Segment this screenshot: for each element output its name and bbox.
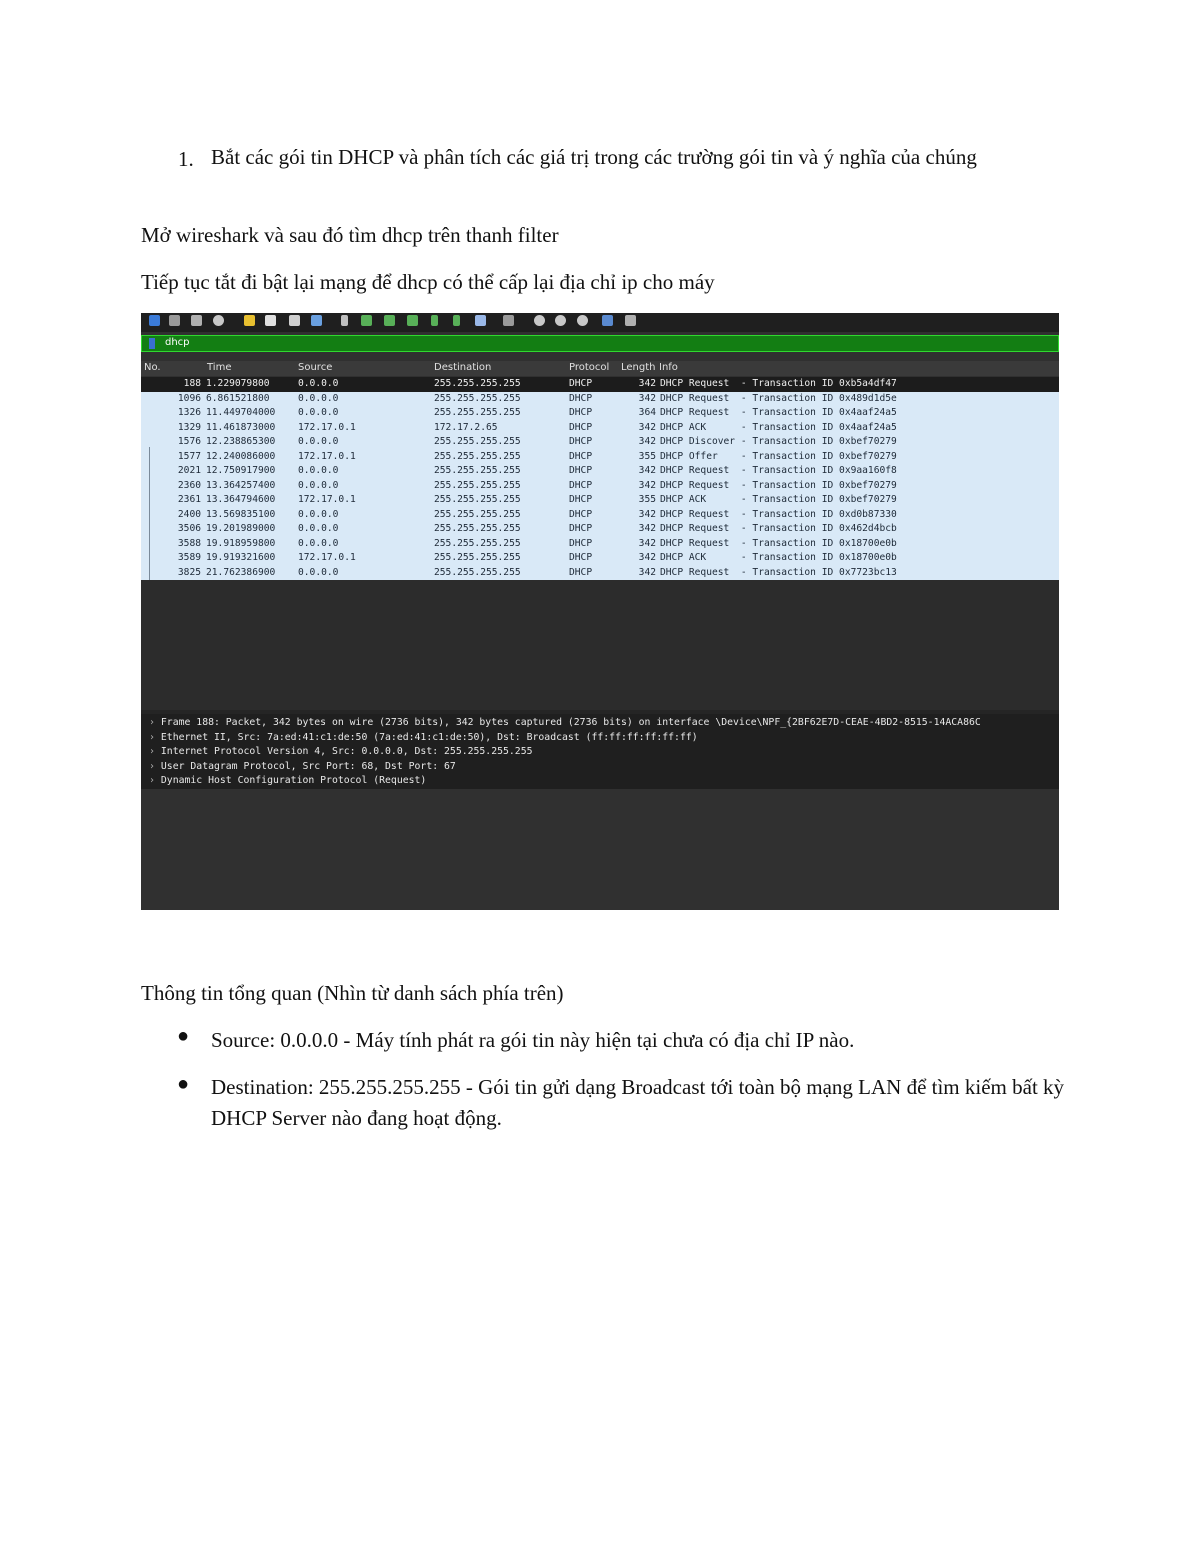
- packet-cell-info: DHCP Request - Transaction ID 0x462d4bcb: [660, 523, 897, 534]
- reload-icon[interactable]: [311, 315, 322, 326]
- shark-fin-icon[interactable]: [149, 315, 160, 326]
- packet-cell-time: 12.240086000: [206, 450, 276, 462]
- packet-cell-info: DHCP Request - Transaction ID 0x9aa160f8: [660, 465, 897, 476]
- expand-arrow-icon[interactable]: ›: [149, 746, 155, 758]
- packet-cell-info: DHCP Offer - Transaction ID 0xbef70279: [660, 450, 897, 462]
- packet-cell-proto: DHCP: [569, 479, 593, 491]
- packet-cell-info: DHCP Discover - Transaction ID 0xbef70279: [660, 436, 897, 447]
- packet-cell-info: DHCP Request - Transaction ID 0xb5a4df47: [660, 378, 897, 389]
- packet-cell-src: 172.17.0.1: [298, 450, 356, 462]
- packet-row[interactable]: [141, 508, 1059, 523]
- packet-cell-src: 0.0.0.0: [298, 436, 339, 447]
- packet-cell-time: 12.238865300: [206, 436, 276, 447]
- details-tree-item[interactable]: [149, 775, 426, 786]
- packet-cell-len: 342: [638, 436, 656, 447]
- packet-cell-proto: DHCP: [569, 436, 593, 447]
- packet-cell-time: 13.569835100: [206, 508, 276, 520]
- packet-cell-dst: 255.255.255.255: [434, 436, 521, 447]
- packet-cell-len: 355: [638, 494, 656, 505]
- packet-cell-proto: DHCP: [569, 552, 593, 563]
- layout-icon[interactable]: [625, 315, 636, 326]
- packet-cell-proto: DHCP: [569, 537, 593, 549]
- wireshark-screenshot: [141, 313, 1059, 910]
- packet-cell-proto: DHCP: [569, 494, 593, 505]
- packet-cell-src: 0.0.0.0: [298, 479, 339, 491]
- packet-cell-dst: 255.255.255.255: [434, 566, 521, 578]
- packet-cell-src: 0.0.0.0: [298, 523, 339, 534]
- packet-cell-no: 1326: [177, 407, 201, 418]
- last-packet-icon[interactable]: [453, 315, 460, 326]
- packet-cell-no: 188: [183, 378, 201, 389]
- packet-cell-dst: 255.255.255.255: [434, 508, 521, 520]
- open-file-icon[interactable]: [244, 315, 255, 326]
- restart-icon[interactable]: [191, 315, 202, 326]
- find-packet-icon[interactable]: [341, 315, 348, 326]
- packet-cell-proto: DHCP: [569, 566, 593, 578]
- packet-cell-time: 19.919321600: [206, 552, 276, 563]
- packet-cell-info: DHCP Request - Transaction ID 0x489d1d5e: [660, 392, 897, 404]
- packet-row[interactable]: [141, 421, 1059, 436]
- bookmark-icon[interactable]: [149, 338, 155, 349]
- packet-cell-time: 13.364257400: [206, 479, 276, 491]
- packet-cell-time: 13.364794600: [206, 494, 276, 505]
- packet-cell-info: DHCP ACK - Transaction ID 0x18700e0b: [660, 552, 897, 563]
- packet-cell-no: 3588: [177, 537, 201, 549]
- resize-columns-icon[interactable]: [602, 315, 613, 326]
- save-file-icon[interactable]: [265, 315, 276, 326]
- packet-row[interactable]: [141, 493, 1059, 508]
- packet-row[interactable]: [141, 522, 1059, 537]
- packet-cell-proto: DHCP: [569, 407, 593, 418]
- packet-cell-src: 0.0.0.0: [298, 407, 339, 418]
- packet-cell-proto: DHCP: [569, 392, 593, 404]
- packet-cell-src: 0.0.0.0: [298, 465, 339, 476]
- packet-row[interactable]: [141, 450, 1059, 465]
- zoom-out-icon[interactable]: [555, 315, 566, 326]
- first-packet-icon[interactable]: [431, 315, 438, 326]
- packet-cell-src: 172.17.0.1: [298, 494, 356, 505]
- packet-cell-no: 2361: [177, 494, 201, 505]
- packet-cell-time: 12.750917900: [206, 465, 276, 476]
- packet-cell-dst: 255.255.255.255: [434, 552, 521, 563]
- forward-arrow-icon[interactable]: [384, 315, 395, 326]
- packet-cell-len: 342: [638, 392, 656, 404]
- packet-cell-src: 172.17.0.1: [298, 421, 356, 433]
- packet-cell-no: 2400: [177, 508, 201, 520]
- close-file-icon[interactable]: [289, 315, 300, 326]
- column-header-time[interactable]: Time: [207, 362, 232, 373]
- stop-icon[interactable]: [169, 315, 180, 326]
- packet-row[interactable]: [141, 392, 1059, 407]
- packet-cell-src: 0.0.0.0: [298, 566, 339, 578]
- column-header-length[interactable]: Length: [621, 362, 656, 373]
- packet-cell-proto: DHCP: [569, 450, 593, 462]
- list-item-1-text: Bắt các gói tin DHCP và phân tích các giá trị trong các trường gói tin và ý nghĩa của chúng: [211, 145, 977, 169]
- packet-cell-time: 19.918959800: [206, 537, 276, 549]
- expand-arrow-icon[interactable]: ›: [149, 775, 155, 787]
- packet-row[interactable]: [141, 377, 1059, 392]
- packet-cell-info: DHCP Request - Transaction ID 0x4aaf24a5: [660, 407, 897, 418]
- packet-cell-no: 1329: [177, 421, 201, 433]
- packet-cell-len: 342: [638, 479, 656, 491]
- packet-cell-src: 0.0.0.0: [298, 392, 339, 404]
- column-header-destination[interactable]: Destination: [434, 362, 492, 373]
- expand-arrow-icon[interactable]: ›: [149, 717, 155, 728]
- zoom-in-icon[interactable]: [534, 315, 545, 326]
- packet-cell-src: 0.0.0.0: [298, 508, 339, 520]
- packet-cell-time: 21.762386900: [206, 566, 276, 578]
- packet-cell-info: DHCP Request - Transaction ID 0x18700e0b: [660, 537, 897, 549]
- details-tree-item[interactable]: [149, 746, 533, 757]
- packet-cell-len: 342: [638, 378, 656, 389]
- paragraph-overview: Thông tin tổng quan (Nhìn từ danh sách phía trên): [141, 981, 564, 1005]
- packet-cell-no: 1576: [177, 436, 201, 447]
- packet-cell-no: 2021: [177, 465, 201, 476]
- display-filter-input[interactable]: dhcp: [165, 337, 190, 348]
- packet-cell-len: 342: [638, 537, 656, 549]
- packet-cell-dst: 255.255.255.255: [434, 465, 521, 476]
- normal-size-icon[interactable]: [577, 315, 588, 326]
- packet-cell-info: DHCP ACK - Transaction ID 0x4aaf24a5: [660, 421, 897, 433]
- go-to-packet-icon[interactable]: [407, 315, 418, 326]
- packet-cell-dst: 255.255.255.255: [434, 392, 521, 404]
- autoscroll-icon[interactable]: [475, 315, 486, 326]
- packet-cell-no: 1577: [177, 450, 201, 462]
- bullet-icon: ●: [177, 1025, 190, 1047]
- details-tree-label: Internet Protocol Version 4, Src: 0.0.0.0, Dst: 255.255.255.255: [160, 746, 533, 758]
- packet-cell-dst: 255.255.255.255: [434, 494, 521, 505]
- packet-cell-proto: DHCP: [569, 508, 593, 520]
- column-header-no[interactable]: No.: [144, 362, 161, 373]
- colorize-icon[interactable]: [503, 315, 514, 326]
- packet-cell-src: 172.17.0.1: [298, 552, 356, 563]
- packet-cell-len: 342: [638, 566, 656, 578]
- packet-cell-time: 6.861521800: [206, 392, 270, 404]
- back-arrow-icon[interactable]: [361, 315, 372, 326]
- details-tree-item[interactable]: [149, 761, 456, 772]
- packet-cell-no: 2360: [177, 479, 201, 491]
- expand-arrow-icon[interactable]: ›: [149, 760, 155, 772]
- packet-cell-dst: 255.255.255.255: [434, 537, 521, 549]
- packet-cell-len: 364: [638, 407, 656, 418]
- packet-cell-no: 3589: [177, 552, 201, 563]
- packet-list-header: [141, 361, 1059, 376]
- column-header-info[interactable]: Info: [659, 362, 678, 373]
- packet-cell-src: 0.0.0.0: [298, 537, 339, 549]
- packet-row[interactable]: [141, 537, 1059, 552]
- paragraph-open-wireshark: Mở wireshark và sau đó tìm dhcp trên thanh filter: [141, 223, 559, 247]
- packet-cell-len: 342: [638, 552, 656, 563]
- packet-cell-dst: 255.255.255.255: [434, 378, 521, 389]
- details-tree-label: Ethernet II, Src: 7a:ed:41:c1:de:50 (7a:ed:41:c1:de:50), Dst: Broadcast (ff:ff:ff:ff:ff:ff): [160, 731, 698, 743]
- details-tree-label: Dynamic Host Configuration Protocol (Request): [160, 775, 427, 787]
- options-gear-icon[interactable]: [213, 315, 224, 326]
- list-number-1: 1.: [178, 147, 194, 171]
- packet-cell-len: 342: [638, 523, 656, 534]
- packet-bytes-pane: [141, 789, 1059, 910]
- packet-cell-time: 11.461873000: [206, 421, 276, 433]
- packet-cell-time: 1.229079800: [206, 378, 270, 389]
- packet-row[interactable]: [141, 406, 1059, 421]
- display-filter-bar[interactable]: [141, 335, 1059, 352]
- packet-cell-time: 19.201989000: [206, 523, 276, 534]
- packet-list: [141, 377, 1059, 580]
- packet-list-empty-area: [141, 580, 1059, 710]
- expand-arrow-icon[interactable]: ›: [149, 731, 155, 743]
- packet-cell-no: 3825: [177, 566, 201, 578]
- packet-row[interactable]: [141, 566, 1059, 581]
- column-header-protocol[interactable]: Protocol: [569, 362, 610, 373]
- bullet-destination-text: Destination: 255.255.255.255 - Gói tin gửi dạng Broadcast tới toàn bộ mạng LAN để tìm kiếm bất kỳ DHCP Server nào đang hoạt động.: [211, 1075, 1065, 1130]
- packet-row[interactable]: [141, 464, 1059, 479]
- paragraph-restart-network: Tiếp tục tắt đi bật lại mạng để dhcp có thể cấp lại địa chỉ ip cho máy: [141, 270, 715, 294]
- packet-cell-time: 11.449704000: [206, 407, 276, 418]
- bullet-source-text: Source: 0.0.0.0 - Máy tính phát ra gói tin này hiện tại chưa có địa chỉ IP nào.: [211, 1028, 855, 1052]
- details-tree-item[interactable]: [149, 717, 981, 728]
- packet-cell-len: 342: [638, 465, 656, 476]
- packet-cell-dst: 172.17.2.65: [434, 421, 498, 433]
- packet-cell-dst: 255.255.255.255: [434, 407, 521, 418]
- packet-cell-len: 342: [638, 508, 656, 520]
- packet-cell-no: 1096: [177, 392, 201, 404]
- packet-cell-dst: 255.255.255.255: [434, 479, 521, 491]
- packet-cell-dst: 255.255.255.255: [434, 523, 521, 534]
- packet-cell-dst: 255.255.255.255: [434, 450, 521, 462]
- packet-cell-info: DHCP ACK - Transaction ID 0xbef70279: [660, 494, 897, 505]
- details-tree-item[interactable]: [149, 732, 698, 743]
- bullet-icon: ●: [177, 1073, 190, 1095]
- packet-cell-info: DHCP Request - Transaction ID 0x7723bc13: [660, 566, 897, 578]
- packet-cell-len: 342: [638, 421, 656, 433]
- details-tree-label: User Datagram Protocol, Src Port: 68, Dst Port: 67: [160, 760, 456, 772]
- packet-cell-proto: DHCP: [569, 421, 593, 433]
- packet-cell-info: DHCP Request - Transaction ID 0xd0b87330: [660, 508, 897, 520]
- packet-cell-len: 355: [638, 450, 656, 462]
- packet-row[interactable]: [141, 479, 1059, 494]
- packet-row[interactable]: [141, 435, 1059, 450]
- packet-cell-src: 0.0.0.0: [298, 378, 339, 389]
- wireshark-toolbar: [141, 313, 1059, 332]
- packet-cell-no: 3506: [177, 523, 201, 534]
- packet-row[interactable]: [141, 551, 1059, 566]
- details-tree-label: Frame 188: Packet, 342 bytes on wire (2736 bits), 342 bytes captured (2736 bits) on interface \Device\NPF_{2BF62E7D-CEAE-4BD2-8515-14ACA86C: [160, 717, 981, 728]
- packet-cell-proto: DHCP: [569, 523, 593, 534]
- column-header-source[interactable]: Source: [298, 362, 333, 373]
- packet-cell-info: DHCP Request - Transaction ID 0xbef70279: [660, 479, 897, 491]
- packet-details-pane: [141, 714, 1059, 789]
- packet-cell-proto: DHCP: [569, 378, 593, 389]
- packet-cell-proto: DHCP: [569, 465, 593, 476]
